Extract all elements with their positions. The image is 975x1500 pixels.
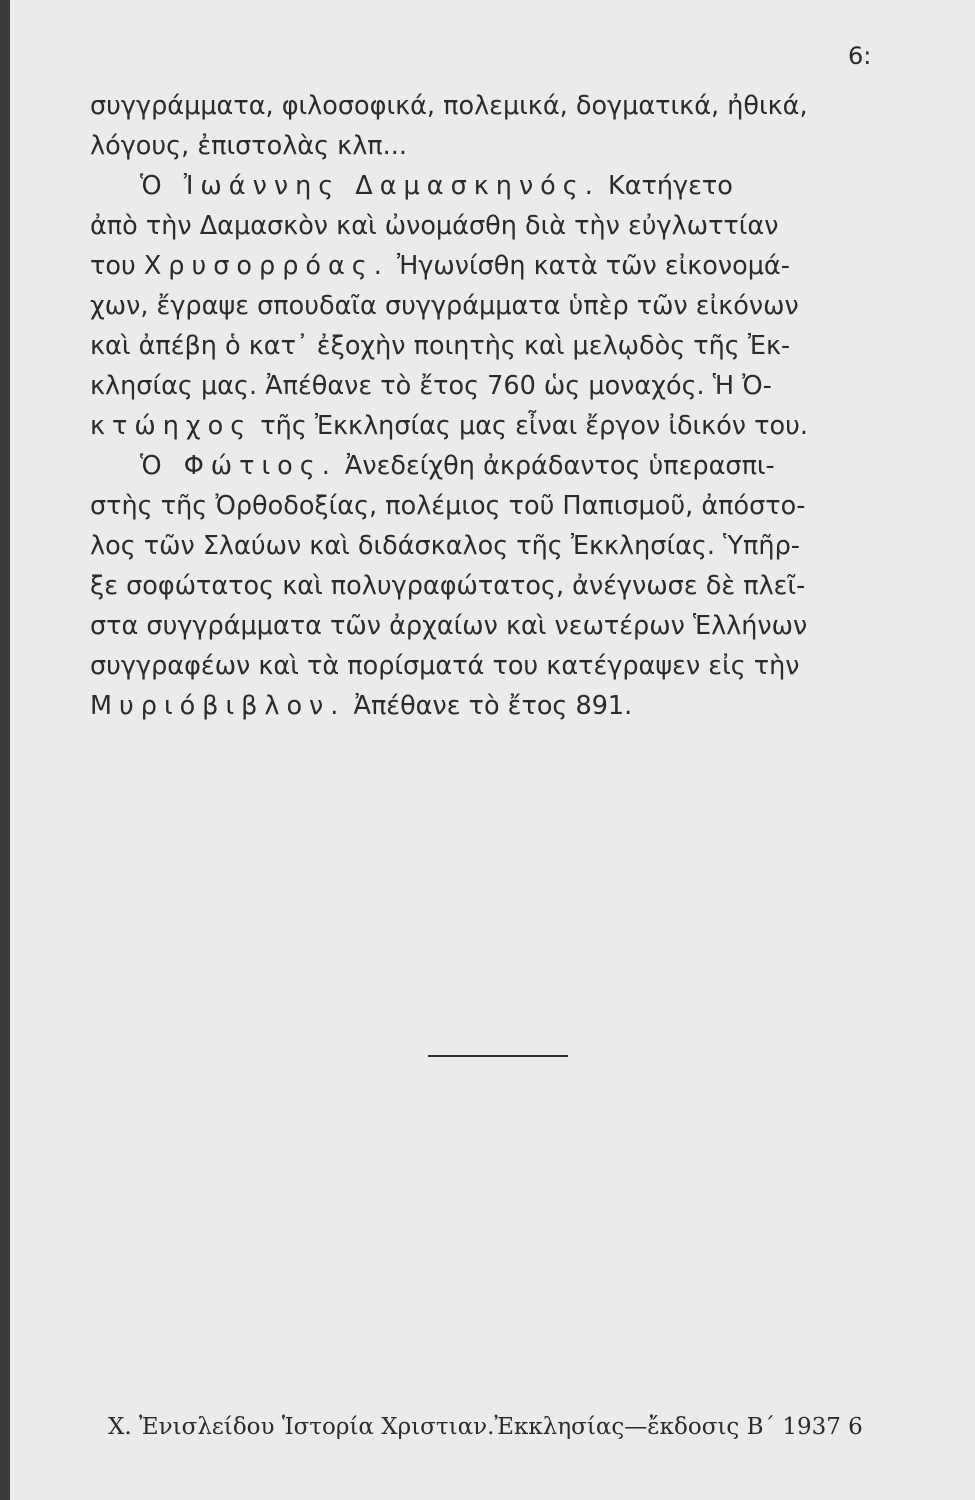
text-line: χων, ἔγραψε σπουδαῖα συγγράμματα ὑπὲρ τῶν εἰκόνων <box>90 291 799 321</box>
spaced-name: Ὁ Ἰωάννης Δαμασκηνός. <box>140 171 600 201</box>
spaced-name: Χρυσορρόας. <box>143 251 389 281</box>
spaced-name: Μυριόβιβλον. <box>90 691 346 721</box>
text-line: καὶ ἀπέβη ὁ κατ᾽ ἐξοχὴν ποιητὴς καὶ μελῳδὸς τῆς Ἐκ- <box>90 331 791 361</box>
text-line-heading-ioannis: Ὁ Ἰωάννης Δαμασκηνός. Κατήγετο <box>140 171 733 201</box>
text-line: στα συγγράμματα τῶν ἀρχαίων καὶ νεωτέρων Ἑλλήνων <box>90 611 808 641</box>
text-line: ξε σοφώτατος καὶ πολυγραφώτατος, ἀνέγνωσε δὲ πλεῖ- <box>90 571 806 601</box>
text-line: ἀπὸ τὴν Δαμασκὸν καὶ ὠνομάσθη διὰ τὴν εὐγλωττίαν <box>90 211 779 241</box>
text-line: λόγους, ἐπιστολὰς κλπ... <box>90 131 407 161</box>
text-line: λος τῶν Σλαύων καὶ διδάσκαλος τῆς Ἐκκλησίας. Ὑπῆρ- <box>90 531 800 561</box>
page-number: 6: <box>848 42 872 70</box>
text-line: συγγραφέων καὶ τὰ πορίσματά του κατέγραψεν εἰς τὴν <box>90 651 800 681</box>
text-line: Μυριόβιβλον. Ἀπέθανε τὸ ἔτος 891. <box>90 691 633 721</box>
text-line-heading-fotios: Ὁ Φώτιος. Ἀνεδείχθη ἀκράδαντος ὑπερασπι- <box>140 451 775 481</box>
spaced-name: Ὁ Φώτιος. <box>140 451 337 481</box>
text-line: κλησίας μας. Ἀπέθανε τὸ ἔτος 760 ὡς μοναχός. Ἡ Ὀ- <box>90 371 772 401</box>
page-binding-edge <box>0 0 10 1500</box>
text-line: του Χρυσορρόας. Ἠγωνίσθη κατὰ τῶν εἰκονομά- <box>90 251 790 281</box>
body-text <box>90 86 890 726</box>
spaced-name: κτώηχος <box>90 411 253 441</box>
page-footer: Χ. Ἐνισλείδου Ἱστορία Χριστιαν.Ἐκκλησίας—ἔκδοσις Β΄ 1937 6 <box>108 1414 863 1440</box>
text-line: στὴς τῆς Ὀρθοδοξίας, πολέμιος τοῦ Παπισμοῦ, ἀπόστο- <box>90 491 806 521</box>
text-line: κτώηχος τῆς Ἐκκλησίας μας εἶναι ἔργον ἰδικόν του. <box>90 411 808 441</box>
section-divider <box>428 1055 568 1057</box>
text-line: συγγράμματα, φιλοσοφικά, πολεμικά, δογματικά, ἠθικά, <box>90 91 808 121</box>
